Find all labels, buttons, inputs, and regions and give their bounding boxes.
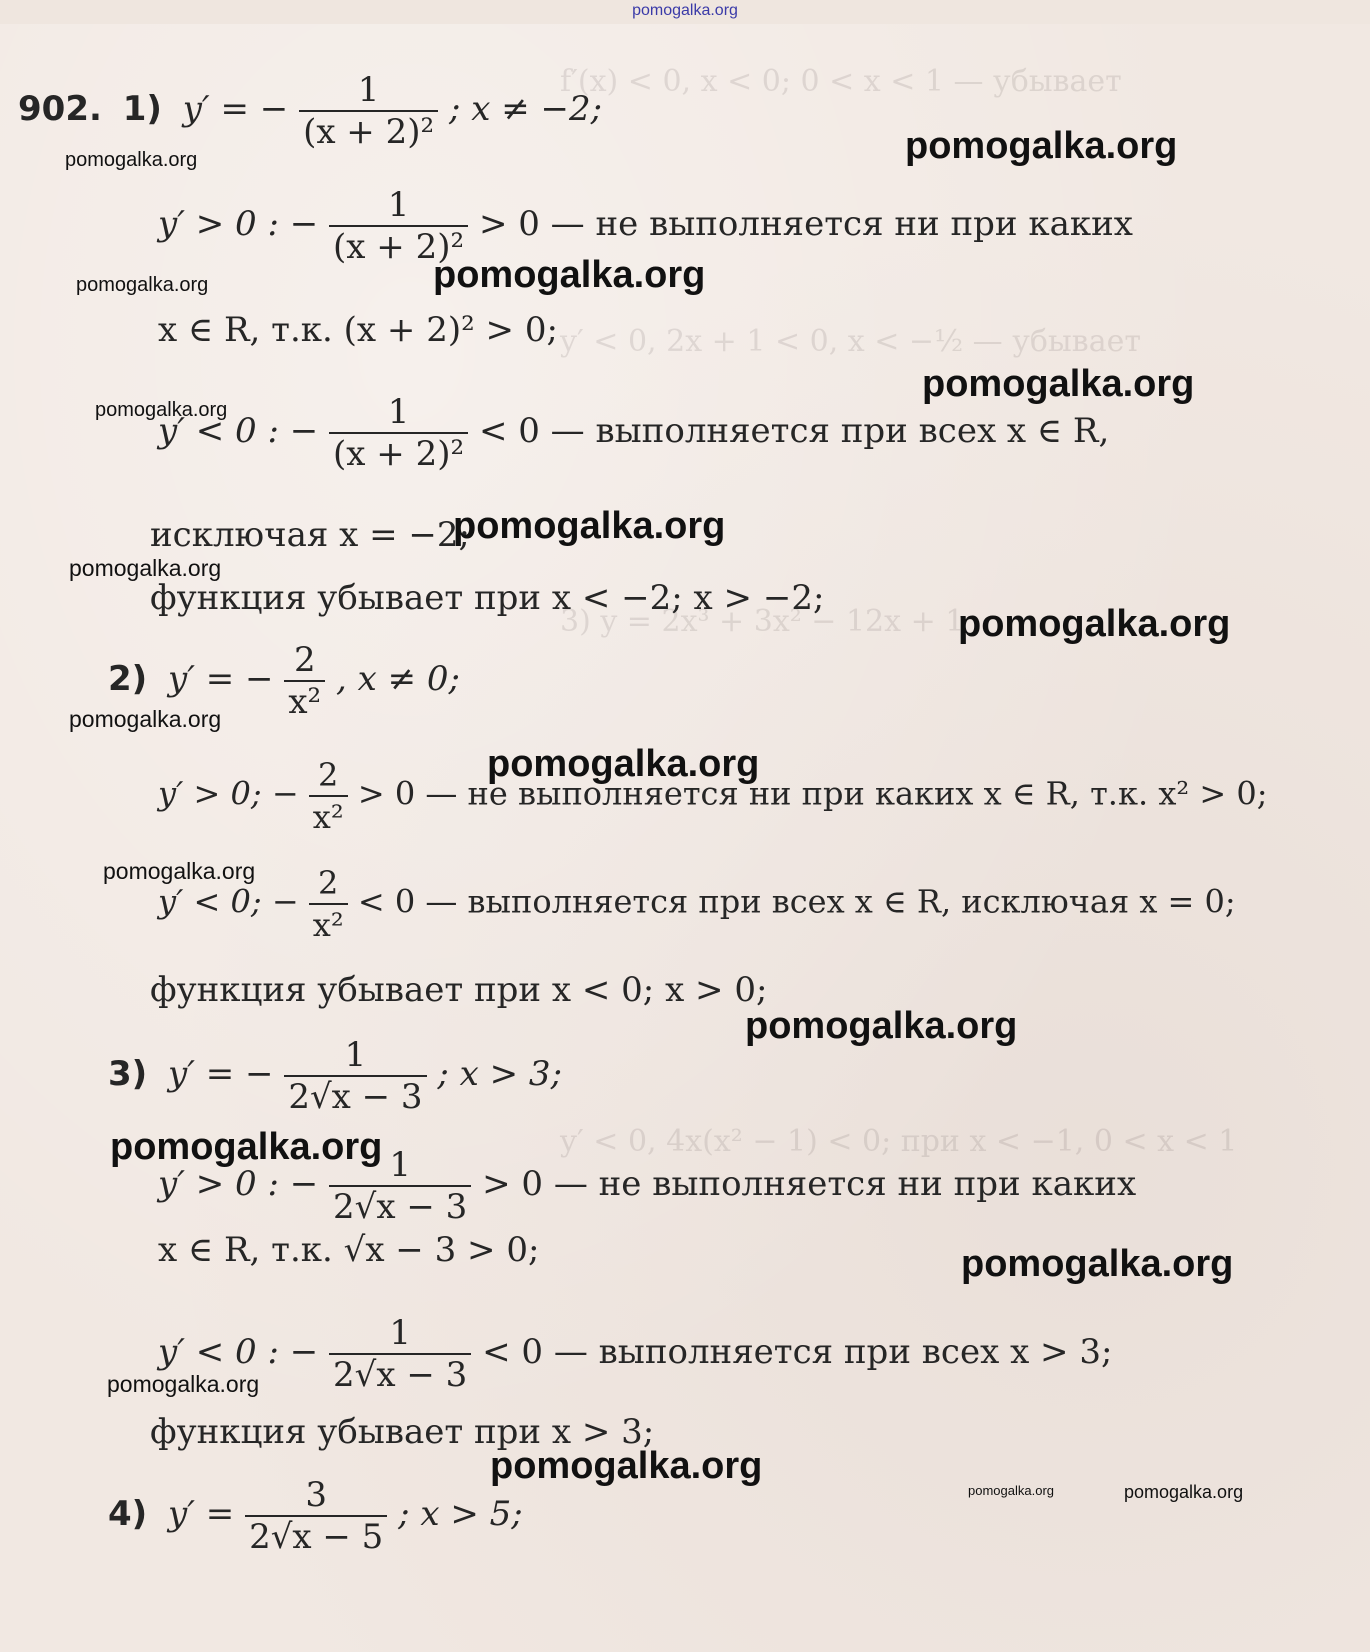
watermark: pomogalka.org — [69, 555, 222, 581]
inequality-rhs: > 0 — не выполняется ни при каких — [482, 1164, 1137, 1204]
watermark: pomogalka.org — [107, 1371, 260, 1397]
conclusion-line: функция убывает при x < 0; x > 0; — [150, 970, 768, 1010]
inequality-lhs: y′ < 0 : − — [158, 411, 319, 451]
inequality-negative — [158, 863, 1236, 945]
problem-number-line — [18, 70, 602, 152]
derivative-line — [108, 1475, 523, 1557]
watermark: pomogalka.org — [433, 254, 706, 296]
watermark: pomogalka.org — [487, 743, 760, 785]
derivative-fraction — [299, 70, 438, 152]
conclusion-line: функция убывает при x < −2; x > −2; — [150, 578, 825, 618]
inequality-lhs: y′ < 0; − — [158, 882, 299, 921]
part-label: 4) — [108, 1494, 148, 1534]
fraction-denominator: 2√x − 3 — [284, 1075, 426, 1117]
fraction-numerator: 3 — [305, 1475, 327, 1515]
watermark: pomogalka.org — [65, 149, 198, 171]
bleed-through-texture: y′ < 0, 2x + 1 < 0, x < −½ — убывает — [560, 324, 1141, 359]
fraction-numerator: 2 — [318, 756, 339, 794]
watermark: pomogalka.org — [958, 603, 1231, 645]
inequality-rhs: < 0 — выполняется при всех x ∈ R, исключая x = 0; — [357, 882, 1236, 921]
fraction-numerator: 1 — [389, 1145, 411, 1185]
fraction-denominator: x² — [309, 795, 348, 837]
inequality-lhs: y′ > 0 : − — [158, 204, 319, 244]
inequality-rhs: > 0 — не выполняется ни при каких x ∈ R, т.к. x² > 0; — [357, 774, 1268, 813]
watermark: pomogalka.org — [905, 125, 1178, 167]
part-label: 1) — [122, 89, 162, 129]
inequality-rhs: < 0 — выполняется при всех x ∈ R, — [478, 411, 1110, 451]
inequality-negative — [158, 1313, 1112, 1395]
inequality-rhs: < 0 — выполняется при всех x > 3; — [482, 1332, 1113, 1372]
fraction-denominator: x² — [284, 680, 325, 722]
inequality-positive-continuation: x ∈ R, т.к. (x + 2)² > 0; — [158, 310, 558, 350]
inequality-lhs: y′ < 0 : − — [158, 1332, 319, 1372]
derivative-lhs: y′ = — [168, 1494, 235, 1534]
bleed-through-texture: 3) y = 2x³ + 3x² − 12x + 1 — [560, 604, 965, 639]
fraction-numerator: 1 — [389, 1313, 411, 1353]
derivative-fraction — [284, 1035, 426, 1117]
fraction-numerator: 1 — [357, 70, 380, 110]
conclusion-line: функция убывает при x > 3; — [150, 1412, 655, 1452]
problem-number: 902. — [18, 89, 102, 129]
fraction-denominator: 2√x − 5 — [245, 1515, 387, 1557]
inequality-rhs: > 0 — не выполняется ни при каких — [478, 204, 1133, 244]
part-label: 2) — [108, 659, 148, 699]
inequality-positive-continuation: x ∈ R, т.к. √x − 3 > 0; — [158, 1230, 540, 1270]
fraction-denominator: 2√x − 3 — [329, 1353, 471, 1395]
fraction-numerator: 1 — [387, 392, 410, 432]
derivative-fraction — [284, 640, 325, 722]
derivative-condition: , x ≠ 0; — [335, 659, 460, 699]
watermark: pomogalka.org — [490, 1445, 763, 1487]
watermark: pomogalka.org — [745, 1005, 1018, 1047]
fraction-numerator: 2 — [318, 864, 339, 902]
inequality-lhs: y′ > 0; − — [158, 774, 299, 813]
watermark: pomogalka.org — [110, 1126, 383, 1168]
watermark: pomogalka.org — [95, 399, 228, 421]
fraction-denominator: (x + 2)² — [329, 432, 468, 474]
inequality-fraction — [329, 392, 468, 474]
fraction-denominator: (x + 2)² — [299, 110, 438, 152]
derivative-line — [108, 1035, 562, 1117]
derivative-lhs: y′ = − — [182, 89, 289, 129]
inequality-fraction — [309, 863, 348, 945]
derivative-condition: ; x > 3; — [437, 1054, 563, 1094]
watermark: pomogalka.org — [69, 706, 222, 732]
inequality-lhs: y′ > 0 : − — [158, 1164, 319, 1204]
fraction-numerator: 1 — [387, 185, 410, 225]
derivative-condition: ; x ≠ −2; — [448, 89, 603, 129]
watermark: pomogalka.org — [76, 274, 209, 296]
watermark: pomogalka.org — [103, 858, 256, 884]
part-label: 3) — [108, 1054, 148, 1094]
bleed-through-texture: y′ < 0, 4x(x² − 1) < 0; при x < −1, 0 < x < 1 — [560, 1124, 1238, 1159]
watermark: pomogalka.org — [453, 505, 726, 547]
watermark: pomogalka.org — [922, 363, 1195, 405]
fraction-denominator: x² — [309, 903, 348, 945]
inequality-negative-continuation: исключая x = −2; — [150, 515, 471, 555]
fraction-denominator: (x + 2)² — [329, 225, 468, 267]
fraction-denominator: 2√x − 3 — [329, 1185, 471, 1227]
bleed-through-texture: f′(x) < 0, x < 0; 0 < x < 1 — убывает — [560, 64, 1122, 99]
watermark: pomogalka.org — [1124, 1482, 1244, 1502]
inequality-fraction — [309, 755, 348, 837]
derivative-fraction — [245, 1475, 387, 1557]
watermark: pomogalka.org — [968, 1483, 1054, 1498]
watermark: pomogalka.org — [961, 1243, 1234, 1285]
inequality-fraction — [329, 1313, 471, 1395]
fraction-numerator: 1 — [344, 1035, 367, 1075]
derivative-condition: ; x > 5; — [398, 1494, 523, 1534]
derivative-lhs: y′ = − — [168, 659, 274, 699]
site-header-watermark: pomogalka.org — [632, 2, 738, 19]
fraction-numerator: 2 — [293, 640, 316, 680]
derivative-lhs: y′ = − — [168, 1054, 274, 1094]
